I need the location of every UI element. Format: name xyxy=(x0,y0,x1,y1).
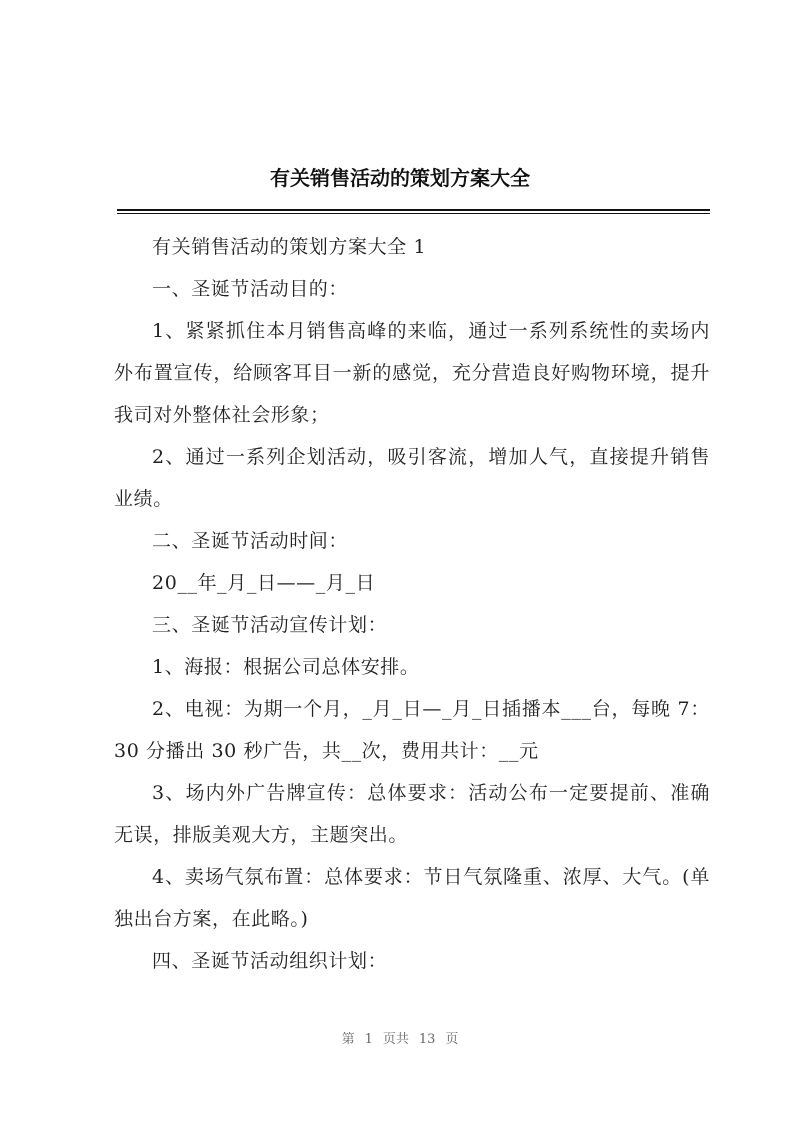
paragraph: 四、圣诞节活动组织计划： xyxy=(152,950,388,972)
paragraph: 3、场内外广告牌宣传：总体要求：活动公布一定要提前、准确无误，排版美观大方，主题突出。 xyxy=(114,782,710,846)
title-rule-thin xyxy=(117,213,710,214)
document-body xyxy=(114,226,710,982)
title-rule-thick xyxy=(117,209,710,211)
footer-total-pages: 13 xyxy=(418,1032,436,1047)
paragraph: 1、海报：根据公司总体安排。 xyxy=(152,656,420,678)
footer-suffix: 页 xyxy=(445,1032,459,1047)
paragraph: 三、圣诞节活动宣传计划： xyxy=(152,614,388,636)
document-title: 有关销售活动的策划方案大全 xyxy=(270,166,530,190)
paragraph: 20__年_月_日——_月_日 xyxy=(152,572,376,594)
paragraph: 2、电视：为期一个月，_月_日—_月_日插播本___台，每晚 7：30 分播出 30 秒广告，共__次，费用共计：__元 xyxy=(114,698,710,762)
section-heading: 有关销售活动的策划方案大全 1 xyxy=(152,236,427,258)
page-footer xyxy=(0,1031,800,1049)
footer-page-number: 1 xyxy=(364,1032,373,1047)
paragraph: 4、卖场气氛布置：总体要求：节日气氛隆重、浓厚、大气。(单独出台方案，在此略。) xyxy=(114,866,710,930)
paragraph: 二、圣诞节活动时间： xyxy=(152,530,349,552)
footer-middle: 页共 xyxy=(382,1032,409,1047)
paragraph: 1、紧紧抓住本月销售高峰的来临，通过一系列系统性的卖场内外布置宣传，给顾客耳目一新的感觉，充分营造良好购物环境，提升我司对外整体社会形象； xyxy=(114,320,710,426)
paragraph: 一、圣诞节活动目的： xyxy=(152,278,349,300)
paragraph: 2、通过一系列企划活动，吸引客流，增加人气，直接提升销售业绩。 xyxy=(114,446,710,510)
footer-prefix: 第 xyxy=(341,1032,355,1047)
